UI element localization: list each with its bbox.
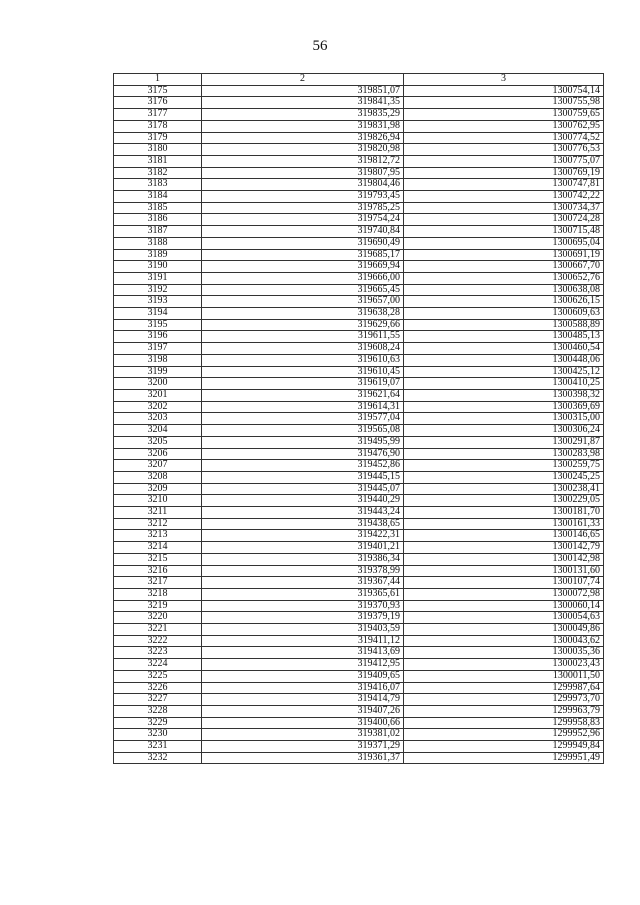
table-row bbox=[114, 530, 604, 542]
x-coordinate-cell: 319400,66 bbox=[202, 717, 404, 729]
table-row bbox=[114, 191, 604, 203]
table-row bbox=[114, 624, 604, 636]
y-coordinate-cell: 1299952,96 bbox=[404, 729, 604, 741]
y-coordinate-cell: 1300283,98 bbox=[404, 448, 604, 460]
y-coordinate-cell: 1300774,52 bbox=[404, 132, 604, 144]
x-coordinate-cell: 319611,55 bbox=[202, 331, 404, 343]
y-coordinate-cell: 1300161,33 bbox=[404, 518, 604, 530]
table-row bbox=[114, 565, 604, 577]
point-number-cell: 3185 bbox=[114, 202, 202, 214]
point-number-cell: 3232 bbox=[114, 752, 202, 764]
table-row bbox=[114, 518, 604, 530]
y-coordinate-cell: 1300724,28 bbox=[404, 214, 604, 226]
point-number-cell: 3201 bbox=[114, 389, 202, 401]
y-coordinate-cell: 1300769,19 bbox=[404, 167, 604, 179]
x-coordinate-cell: 319831,98 bbox=[202, 120, 404, 132]
table-row bbox=[114, 425, 604, 437]
table-row bbox=[114, 413, 604, 425]
x-coordinate-cell: 319619,07 bbox=[202, 378, 404, 390]
point-number-cell: 3220 bbox=[114, 612, 202, 624]
point-number-cell: 3207 bbox=[114, 460, 202, 472]
point-number-cell: 3199 bbox=[114, 366, 202, 378]
point-number-cell: 3202 bbox=[114, 401, 202, 413]
column-header-x: 2 bbox=[202, 74, 404, 86]
table-row bbox=[114, 97, 604, 109]
x-coordinate-cell: 319411,12 bbox=[202, 635, 404, 647]
point-number-cell: 3211 bbox=[114, 507, 202, 519]
x-coordinate-cell: 319416,07 bbox=[202, 682, 404, 694]
point-number-cell: 3190 bbox=[114, 261, 202, 273]
table-row bbox=[114, 261, 604, 273]
x-coordinate-cell: 319608,24 bbox=[202, 343, 404, 355]
table-row bbox=[114, 647, 604, 659]
x-coordinate-cell: 319754,24 bbox=[202, 214, 404, 226]
table-row bbox=[114, 670, 604, 682]
point-number-cell: 3222 bbox=[114, 635, 202, 647]
table-row bbox=[114, 296, 604, 308]
point-number-cell: 3215 bbox=[114, 553, 202, 565]
point-number-cell: 3187 bbox=[114, 226, 202, 238]
table-row bbox=[114, 635, 604, 647]
x-coordinate-cell: 319361,37 bbox=[202, 752, 404, 764]
table-row bbox=[114, 249, 604, 261]
x-coordinate-cell: 319614,31 bbox=[202, 401, 404, 413]
point-number-cell: 3223 bbox=[114, 647, 202, 659]
x-coordinate-cell: 319371,29 bbox=[202, 741, 404, 753]
table-row bbox=[114, 507, 604, 519]
y-coordinate-cell: 1299973,70 bbox=[404, 694, 604, 706]
y-coordinate-cell: 1300410,25 bbox=[404, 378, 604, 390]
table-row bbox=[114, 109, 604, 121]
y-coordinate-cell: 1300229,05 bbox=[404, 495, 604, 507]
table-row bbox=[114, 553, 604, 565]
y-coordinate-cell: 1300588,89 bbox=[404, 319, 604, 331]
x-coordinate-cell: 319440,29 bbox=[202, 495, 404, 507]
point-number-cell: 3221 bbox=[114, 624, 202, 636]
column-header-point: 1 bbox=[114, 74, 202, 86]
point-number-cell: 3196 bbox=[114, 331, 202, 343]
point-number-cell: 3195 bbox=[114, 319, 202, 331]
point-number-cell: 3179 bbox=[114, 132, 202, 144]
point-number-cell: 3216 bbox=[114, 565, 202, 577]
table-row bbox=[114, 471, 604, 483]
point-number-cell: 3191 bbox=[114, 272, 202, 284]
table-row bbox=[114, 167, 604, 179]
y-coordinate-cell: 1300755,98 bbox=[404, 97, 604, 109]
point-number-cell: 3226 bbox=[114, 682, 202, 694]
y-coordinate-cell: 1300762,95 bbox=[404, 120, 604, 132]
point-number-cell: 3229 bbox=[114, 717, 202, 729]
y-coordinate-cell: 1299987,64 bbox=[404, 682, 604, 694]
y-coordinate-cell: 1300626,15 bbox=[404, 296, 604, 308]
x-coordinate-cell: 319740,84 bbox=[202, 226, 404, 238]
table-row bbox=[114, 284, 604, 296]
x-coordinate-cell: 319495,99 bbox=[202, 436, 404, 448]
table-header-row bbox=[114, 74, 604, 86]
x-coordinate-cell: 319621,64 bbox=[202, 389, 404, 401]
point-number-cell: 3192 bbox=[114, 284, 202, 296]
y-coordinate-cell: 1300652,76 bbox=[404, 272, 604, 284]
x-coordinate-cell: 319401,21 bbox=[202, 542, 404, 554]
x-coordinate-cell: 319851,07 bbox=[202, 85, 404, 97]
table-row bbox=[114, 331, 604, 343]
y-coordinate-cell: 1300035,36 bbox=[404, 647, 604, 659]
x-coordinate-cell: 319690,49 bbox=[202, 237, 404, 249]
x-coordinate-cell: 319812,72 bbox=[202, 155, 404, 167]
y-coordinate-cell: 1300695,04 bbox=[404, 237, 604, 249]
y-coordinate-cell: 1300142,98 bbox=[404, 553, 604, 565]
table-row bbox=[114, 214, 604, 226]
table-row bbox=[114, 705, 604, 717]
x-coordinate-cell: 319445,07 bbox=[202, 483, 404, 495]
point-number-cell: 3208 bbox=[114, 471, 202, 483]
y-coordinate-cell: 1300245,25 bbox=[404, 471, 604, 483]
table-row bbox=[114, 237, 604, 249]
x-coordinate-cell: 319610,45 bbox=[202, 366, 404, 378]
point-number-cell: 3217 bbox=[114, 577, 202, 589]
y-coordinate-cell: 1299951,49 bbox=[404, 752, 604, 764]
point-number-cell: 3178 bbox=[114, 120, 202, 132]
x-coordinate-cell: 319452,86 bbox=[202, 460, 404, 472]
table-row bbox=[114, 319, 604, 331]
x-coordinate-cell: 319665,45 bbox=[202, 284, 404, 296]
point-number-cell: 3182 bbox=[114, 167, 202, 179]
x-coordinate-cell: 319610,63 bbox=[202, 354, 404, 366]
x-coordinate-cell: 319577,04 bbox=[202, 413, 404, 425]
point-number-cell: 3224 bbox=[114, 659, 202, 671]
x-coordinate-cell: 319403,59 bbox=[202, 624, 404, 636]
table-row bbox=[114, 729, 604, 741]
x-coordinate-cell: 319476,90 bbox=[202, 448, 404, 460]
table-row bbox=[114, 272, 604, 284]
x-coordinate-cell: 319841,35 bbox=[202, 97, 404, 109]
x-coordinate-cell: 319370,93 bbox=[202, 600, 404, 612]
y-coordinate-cell: 1300259,75 bbox=[404, 460, 604, 472]
x-coordinate-cell: 319409,65 bbox=[202, 670, 404, 682]
x-coordinate-cell: 319414,79 bbox=[202, 694, 404, 706]
x-coordinate-cell: 319793,45 bbox=[202, 191, 404, 203]
y-coordinate-cell: 1300238,41 bbox=[404, 483, 604, 495]
point-number-cell: 3197 bbox=[114, 343, 202, 355]
y-coordinate-cell: 1300460,54 bbox=[404, 343, 604, 355]
table-row bbox=[114, 577, 604, 589]
point-number-cell: 3228 bbox=[114, 705, 202, 717]
x-coordinate-cell: 319379,19 bbox=[202, 612, 404, 624]
point-number-cell: 3193 bbox=[114, 296, 202, 308]
table-row bbox=[114, 495, 604, 507]
y-coordinate-cell: 1300425,12 bbox=[404, 366, 604, 378]
y-coordinate-cell: 1300146,65 bbox=[404, 530, 604, 542]
y-coordinate-cell: 1300638,08 bbox=[404, 284, 604, 296]
x-coordinate-cell: 319412,95 bbox=[202, 659, 404, 671]
y-coordinate-cell: 1300747,81 bbox=[404, 179, 604, 191]
y-coordinate-cell: 1299963,79 bbox=[404, 705, 604, 717]
y-coordinate-cell: 1300715,48 bbox=[404, 226, 604, 238]
x-coordinate-cell: 319367,44 bbox=[202, 577, 404, 589]
table-row bbox=[114, 659, 604, 671]
x-coordinate-cell: 319657,00 bbox=[202, 296, 404, 308]
x-coordinate-cell: 319826,94 bbox=[202, 132, 404, 144]
table-row bbox=[114, 694, 604, 706]
table-row bbox=[114, 85, 604, 97]
y-coordinate-cell: 1300060,14 bbox=[404, 600, 604, 612]
point-number-cell: 3227 bbox=[114, 694, 202, 706]
point-number-cell: 3181 bbox=[114, 155, 202, 167]
point-number-cell: 3203 bbox=[114, 413, 202, 425]
x-coordinate-cell: 319629,66 bbox=[202, 319, 404, 331]
y-coordinate-cell: 1300667,70 bbox=[404, 261, 604, 273]
y-coordinate-cell: 1300742,22 bbox=[404, 191, 604, 203]
y-coordinate-cell: 1299958,83 bbox=[404, 717, 604, 729]
y-coordinate-cell: 1300011,50 bbox=[404, 670, 604, 682]
point-number-cell: 3186 bbox=[114, 214, 202, 226]
x-coordinate-cell: 319785,25 bbox=[202, 202, 404, 214]
table-row bbox=[114, 308, 604, 320]
y-coordinate-cell: 1300054,63 bbox=[404, 612, 604, 624]
x-coordinate-cell: 319438,65 bbox=[202, 518, 404, 530]
x-coordinate-cell: 319669,94 bbox=[202, 261, 404, 273]
point-number-cell: 3231 bbox=[114, 741, 202, 753]
x-coordinate-cell: 319638,28 bbox=[202, 308, 404, 320]
y-coordinate-cell: 1300181,70 bbox=[404, 507, 604, 519]
point-number-cell: 3194 bbox=[114, 308, 202, 320]
y-coordinate-cell: 1300072,98 bbox=[404, 588, 604, 600]
y-coordinate-cell: 1300691,19 bbox=[404, 249, 604, 261]
point-number-cell: 3176 bbox=[114, 97, 202, 109]
point-number-cell: 3230 bbox=[114, 729, 202, 741]
point-number-cell: 3177 bbox=[114, 109, 202, 121]
page-number: 56 bbox=[312, 38, 328, 54]
table-row bbox=[114, 179, 604, 191]
x-coordinate-cell: 319807,95 bbox=[202, 167, 404, 179]
x-coordinate-cell: 319666,00 bbox=[202, 272, 404, 284]
column-header-y: 3 bbox=[404, 74, 604, 86]
point-number-cell: 3183 bbox=[114, 179, 202, 191]
y-coordinate-cell: 1300754,14 bbox=[404, 85, 604, 97]
table-row bbox=[114, 460, 604, 472]
point-number-cell: 3214 bbox=[114, 542, 202, 554]
point-number-cell: 3225 bbox=[114, 670, 202, 682]
y-coordinate-cell: 1300734,37 bbox=[404, 202, 604, 214]
table-row bbox=[114, 741, 604, 753]
x-coordinate-cell: 319820,98 bbox=[202, 144, 404, 156]
point-number-cell: 3189 bbox=[114, 249, 202, 261]
table-row bbox=[114, 752, 604, 764]
table-row bbox=[114, 401, 604, 413]
y-coordinate-cell: 1300306,24 bbox=[404, 425, 604, 437]
x-coordinate-cell: 319407,26 bbox=[202, 705, 404, 717]
table-row bbox=[114, 366, 604, 378]
table-row bbox=[114, 132, 604, 144]
point-number-cell: 3219 bbox=[114, 600, 202, 612]
y-coordinate-cell: 1300291,87 bbox=[404, 436, 604, 448]
point-number-cell: 3188 bbox=[114, 237, 202, 249]
y-coordinate-cell: 1300023,43 bbox=[404, 659, 604, 671]
x-coordinate-cell: 319422,31 bbox=[202, 530, 404, 542]
table-row bbox=[114, 436, 604, 448]
y-coordinate-cell: 1300049,86 bbox=[404, 624, 604, 636]
table-row bbox=[114, 588, 604, 600]
table-row bbox=[114, 542, 604, 554]
coordinates-table bbox=[113, 73, 604, 764]
y-coordinate-cell: 1300398,32 bbox=[404, 389, 604, 401]
point-number-cell: 3175 bbox=[114, 85, 202, 97]
x-coordinate-cell: 319378,99 bbox=[202, 565, 404, 577]
point-number-cell: 3205 bbox=[114, 436, 202, 448]
point-number-cell: 3204 bbox=[114, 425, 202, 437]
y-coordinate-cell: 1299949,84 bbox=[404, 741, 604, 753]
table-row bbox=[114, 155, 604, 167]
x-coordinate-cell: 319685,17 bbox=[202, 249, 404, 261]
x-coordinate-cell: 319804,46 bbox=[202, 179, 404, 191]
table-row bbox=[114, 483, 604, 495]
point-number-cell: 3200 bbox=[114, 378, 202, 390]
y-coordinate-cell: 1300485,13 bbox=[404, 331, 604, 343]
table-body bbox=[114, 85, 604, 764]
y-coordinate-cell: 1300776,53 bbox=[404, 144, 604, 156]
y-coordinate-cell: 1300131,60 bbox=[404, 565, 604, 577]
y-coordinate-cell: 1300315,00 bbox=[404, 413, 604, 425]
x-coordinate-cell: 319565,08 bbox=[202, 425, 404, 437]
y-coordinate-cell: 1300609,63 bbox=[404, 308, 604, 320]
y-coordinate-cell: 1300142,79 bbox=[404, 542, 604, 554]
table-row bbox=[114, 378, 604, 390]
table-row bbox=[114, 612, 604, 624]
y-coordinate-cell: 1300107,74 bbox=[404, 577, 604, 589]
table-row bbox=[114, 448, 604, 460]
x-coordinate-cell: 319413,69 bbox=[202, 647, 404, 659]
x-coordinate-cell: 319365,61 bbox=[202, 588, 404, 600]
y-coordinate-cell: 1300043,62 bbox=[404, 635, 604, 647]
point-number-cell: 3180 bbox=[114, 144, 202, 156]
y-coordinate-cell: 1300775,07 bbox=[404, 155, 604, 167]
y-coordinate-cell: 1300369,69 bbox=[404, 401, 604, 413]
point-number-cell: 3184 bbox=[114, 191, 202, 203]
x-coordinate-cell: 319445,15 bbox=[202, 471, 404, 483]
point-number-cell: 3198 bbox=[114, 354, 202, 366]
table-row bbox=[114, 144, 604, 156]
point-number-cell: 3210 bbox=[114, 495, 202, 507]
table-row bbox=[114, 226, 604, 238]
point-number-cell: 3206 bbox=[114, 448, 202, 460]
y-coordinate-cell: 1300759,65 bbox=[404, 109, 604, 121]
point-number-cell: 3218 bbox=[114, 588, 202, 600]
table-row bbox=[114, 389, 604, 401]
table-row bbox=[114, 120, 604, 132]
y-coordinate-cell: 1300448,06 bbox=[404, 354, 604, 366]
x-coordinate-cell: 319835,29 bbox=[202, 109, 404, 121]
table-row bbox=[114, 202, 604, 214]
table-row bbox=[114, 682, 604, 694]
table-row bbox=[114, 343, 604, 355]
x-coordinate-cell: 319443,24 bbox=[202, 507, 404, 519]
x-coordinate-cell: 319386,34 bbox=[202, 553, 404, 565]
table-row bbox=[114, 600, 604, 612]
point-number-cell: 3212 bbox=[114, 518, 202, 530]
point-number-cell: 3209 bbox=[114, 483, 202, 495]
table-row bbox=[114, 354, 604, 366]
x-coordinate-cell: 319381,02 bbox=[202, 729, 404, 741]
table-row bbox=[114, 717, 604, 729]
point-number-cell: 3213 bbox=[114, 530, 202, 542]
